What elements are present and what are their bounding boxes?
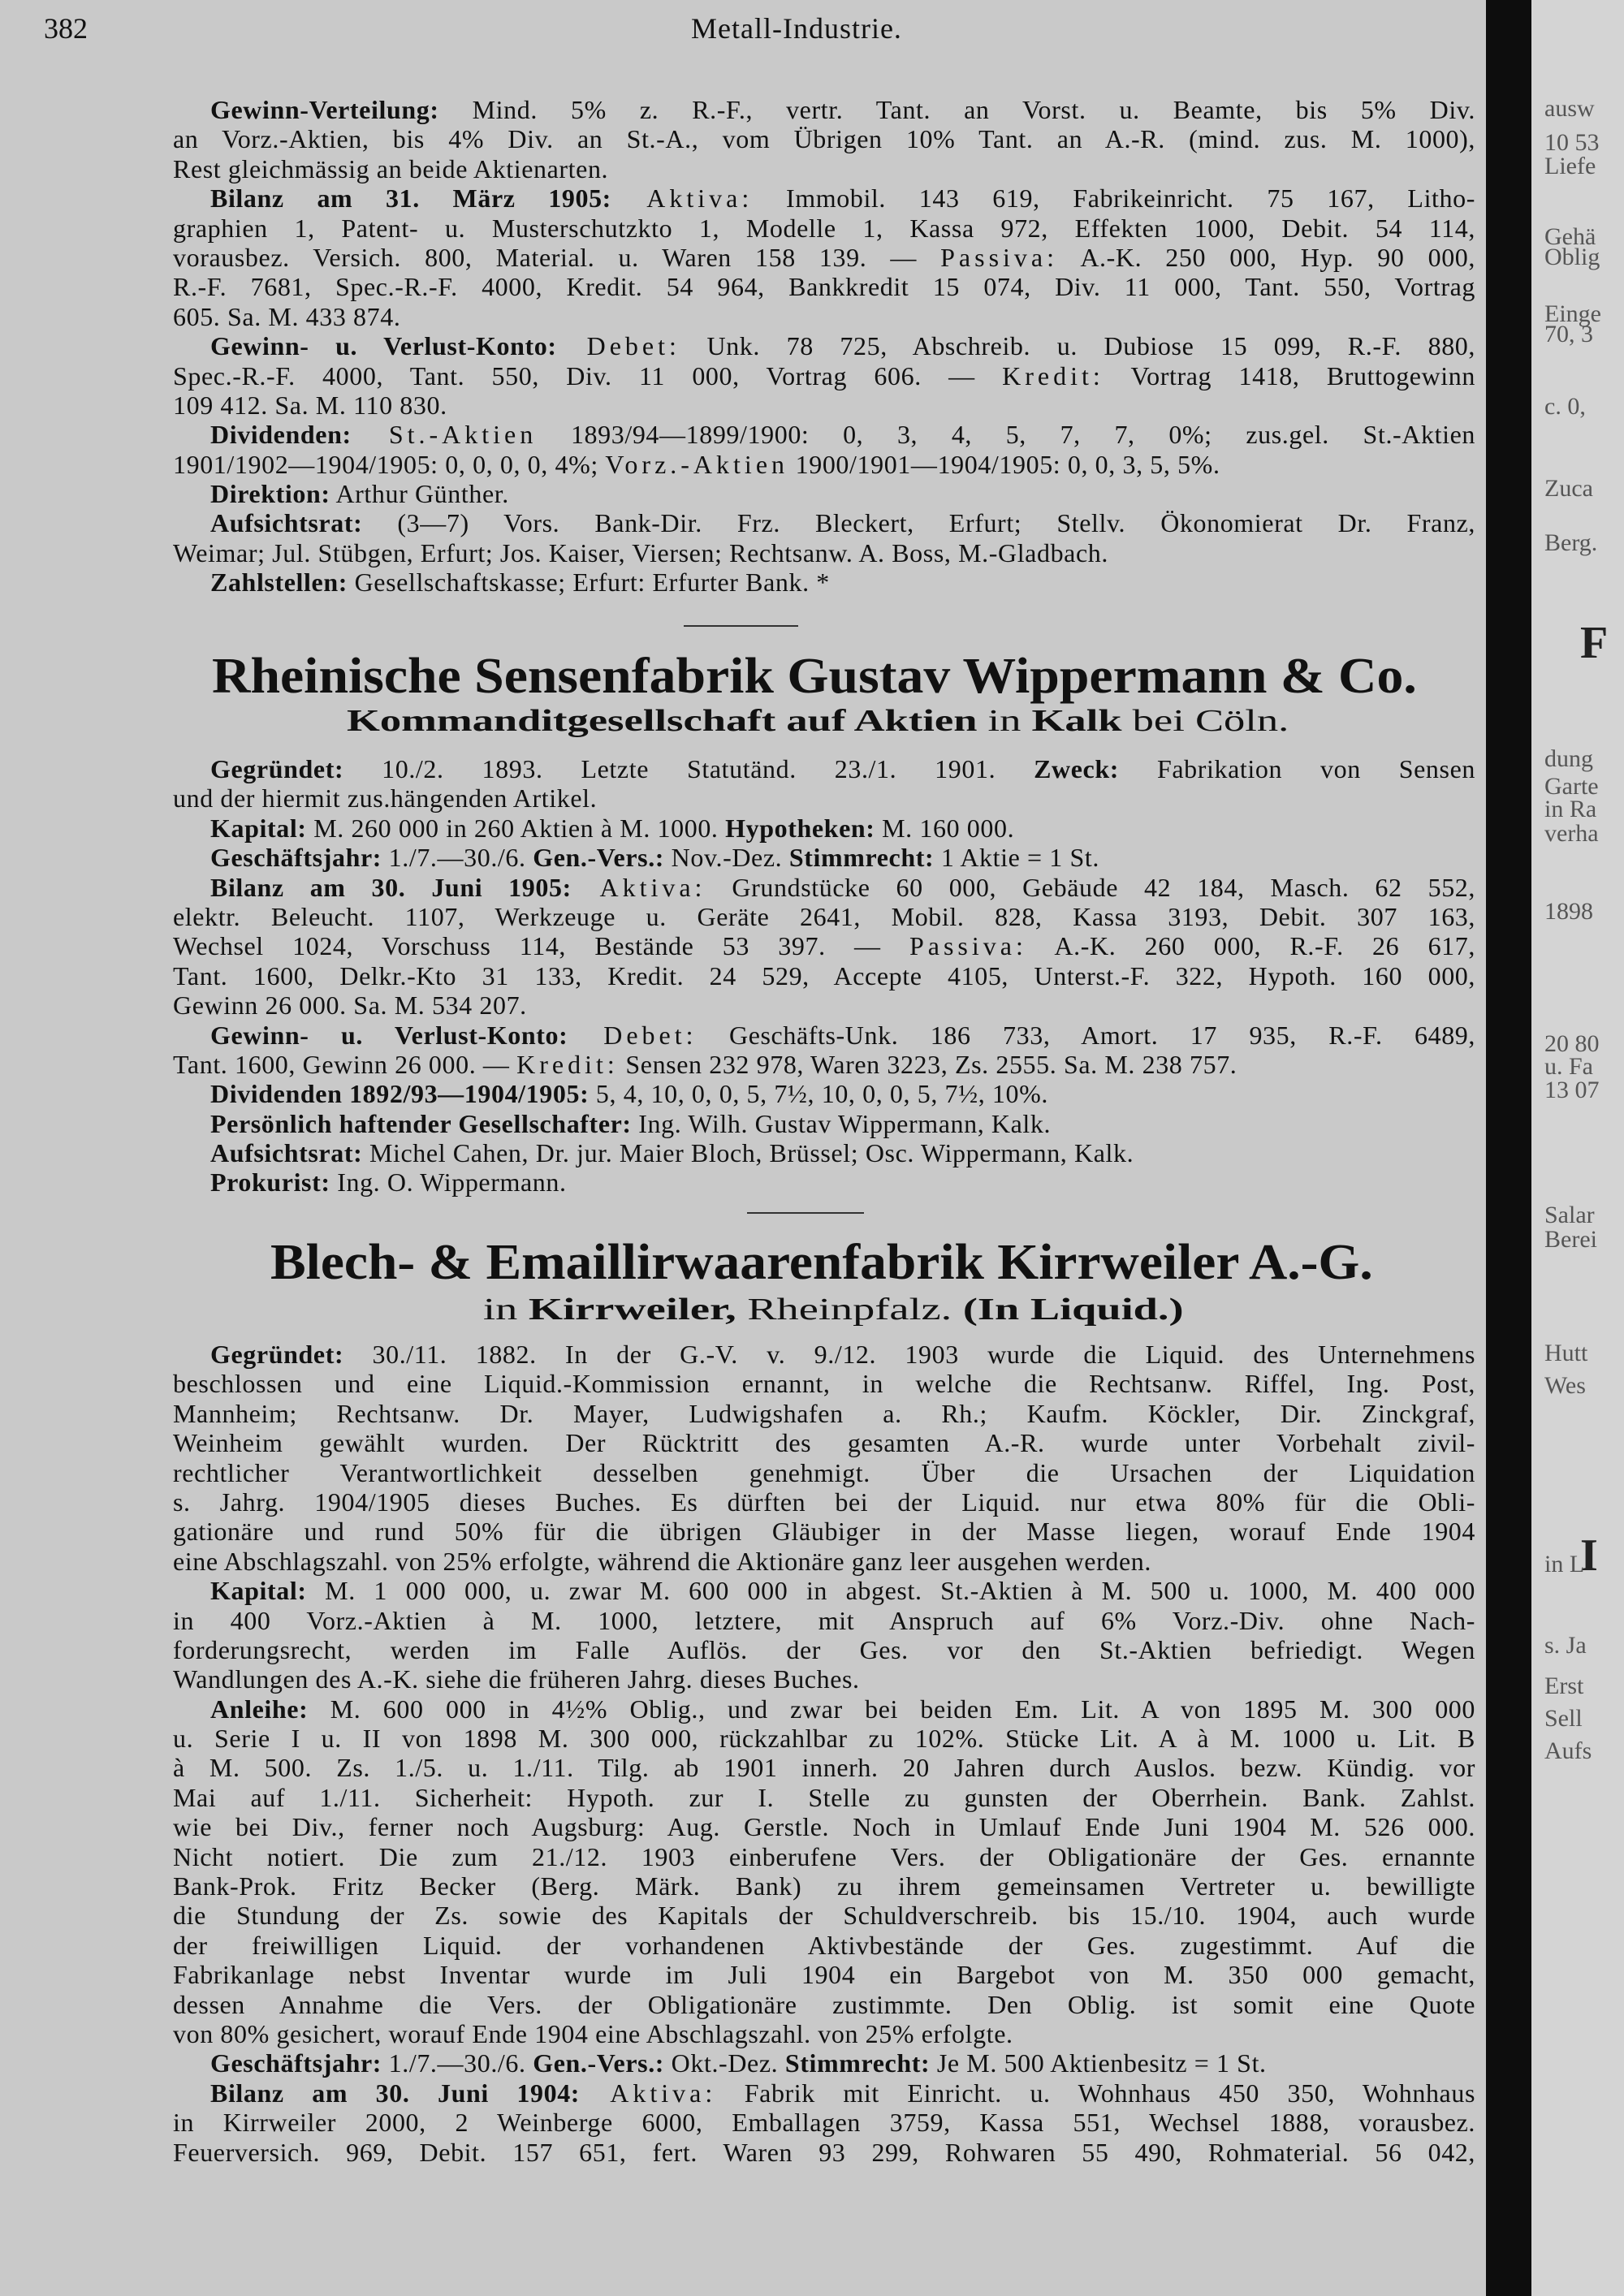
text-line [173, 1167, 1475, 1197]
text-run: Nicht notiert. Die zum 21./12. 1903 einberufene Vers. der Obligationäre der Ges. ernannte [173, 1841, 1475, 1871]
text-line [173, 420, 1475, 449]
bold-label: Stimmrecht: [784, 2048, 931, 2078]
paragraph [173, 331, 1475, 420]
bold-label: Direktion: [210, 479, 330, 509]
spaced-label: Passiva: [940, 242, 1058, 272]
text-line [173, 754, 1475, 783]
paragraph [173, 2048, 1475, 2078]
adjacent-page-text-fragment: verha [1544, 820, 1599, 847]
text-run: 30./11. 1882. In der G.-V. v. 9./12. 1903 wurde die Liquid. des Unternehmens [343, 1340, 1475, 1369]
text-run: 1893/94—1899/1900: 0, 3, 4, 5, 7, 7, 0%; zus.gel. St.-Aktien [537, 420, 1475, 450]
section-divider [684, 625, 798, 627]
text-line [173, 1138, 1475, 1167]
bold-label: Bilanz am 30. Juni 1905: [210, 872, 572, 902]
text-line [173, 783, 1475, 813]
text-run: M. 260 000 in 260 Aktien à M. 1000. [306, 813, 726, 843]
text-line [173, 1576, 1475, 1605]
bold-label: Geschäftsjahr: [210, 843, 382, 873]
bold-label: Aufsichtsrat: [210, 1138, 363, 1168]
text-run: Mai auf 1./11. Sicherheit: Hypoth. zur I. Stelle zu gunsten der Oberrhein. Bank. Zahlst. [173, 1782, 1475, 1812]
adjacent-page-text-fragment: Salar [1544, 1202, 1595, 1228]
spaced-label: Passiva: [909, 931, 1027, 961]
text-line [173, 479, 1475, 508]
adjacent-page-text-fragment: 13 07 [1544, 1077, 1600, 1103]
text-line [173, 931, 1475, 960]
text-line [173, 1724, 1475, 1753]
text-run: à M. 500. Zs. 1./5. u. 1./11. Tilg. ab 1901 innerh. 20 Jahren durch Auslos. bezw. Kündig. vor [173, 1753, 1475, 1783]
text-run: Mind. 5% z. R.-F., vertr. Tant. an Vorst. u. Beamte, bis 5% Div. [438, 95, 1475, 124]
text-run: Gewinn 26 000. Sa. M. 534 207. [173, 990, 527, 1021]
text-line [173, 154, 1475, 183]
text-run: Je M. 500 Aktienbesitz = 1 St. [930, 2048, 1267, 2078]
paragraph [173, 479, 1475, 508]
adjacent-page-text-fragment: 70, 3 [1544, 321, 1593, 347]
adjacent-page-edge [1531, 0, 1624, 2296]
company-subtitle [483, 1292, 1184, 1327]
text-run: Rest gleichmässig an beide Aktienarten. [173, 153, 609, 183]
bold-label: Kapital: [210, 813, 307, 843]
text-run: A.-K. 250 000, Hyp. 90 000, [1058, 242, 1475, 272]
bold-label: Prokurist: [210, 1167, 330, 1198]
bold-label: Geschäftsjahr: [210, 2048, 382, 2078]
text-run: in Kirrweiler 2000, 2 Weinberge 6000, Emballagen 3759, Kassa 551, Wechsel 1888, vorausbez. [173, 2108, 1475, 2138]
text-line [173, 95, 1475, 124]
text-run: bei Cöln. [1121, 704, 1289, 738]
text-line [173, 2048, 1475, 2078]
text-line [173, 272, 1475, 301]
paragraph [173, 1079, 1475, 1108]
text-line [173, 568, 1475, 597]
text-run: Grundstücke 60 000, Gebäude 42 184, Masch. 62 552, [706, 872, 1475, 902]
spaced-label: Kredit: [516, 1049, 619, 1079]
text-line [173, 873, 1475, 902]
text-line [173, 1931, 1475, 1960]
text-run: s. Jahrg. 1904/1905 dieses Buches. Es dürften bei der Liquid. nur etwa 80% für die Obli- [173, 1487, 1475, 1517]
paragraph [173, 95, 1475, 183]
spaced-label: Kredit: [1002, 360, 1104, 391]
text-run: beschlossen und eine Liquid.-Kommission ernannt, in welche die Rechtsanw. Riffel, Ing. Post, [173, 1369, 1475, 1399]
text-line [173, 1871, 1475, 1901]
text-line [173, 1340, 1475, 1369]
bold-label: Bilanz am 31. März 1905: [210, 183, 611, 214]
paragraph [173, 1109, 1475, 1138]
adjacent-page-text-fragment: Einge [1544, 300, 1601, 327]
text-run: graphien 1, Patent- u. Musterschutzkto 1, Modelle 1, Kassa 972, Effekten 1000, Debit. 54 114, [173, 213, 1475, 243]
section-body [173, 754, 1475, 1198]
text-line [173, 961, 1475, 990]
text-run: 1./7.—30./6. [382, 2048, 533, 2078]
text-line [173, 1635, 1475, 1664]
bold-label: Stimmrecht: [788, 843, 935, 873]
text-run: Michel Cahen, Dr. jur. Maier Bloch, Brüssel; Osc. Wippermann, Kalk. [362, 1138, 1134, 1168]
text-line [173, 1109, 1475, 1138]
adjacent-page-text-fragment: I [1580, 1530, 1598, 1581]
company-title: Rheinische Sensenfabrik Gustav Wippermann & Co. [212, 649, 1417, 704]
adjacent-page-text-fragment: c. 0, [1544, 393, 1586, 420]
text-run: Okt.-Dez. [664, 2048, 785, 2078]
adjacent-page-text-fragment: dung [1544, 745, 1593, 772]
text-run: dessen Annahme die Vers. der Obligationäre zustimmte. Den Oblig. ist somit eine Quote [173, 1989, 1475, 2019]
text-line [173, 1812, 1475, 1841]
adjacent-page-text-fragment: Berg. [1544, 529, 1598, 556]
text-line [173, 2019, 1475, 2048]
text-line [173, 1487, 1475, 1517]
paragraph [173, 2078, 1475, 2167]
bold-label: Zweck: [1034, 754, 1120, 783]
paragraph [173, 508, 1475, 568]
paragraph [173, 1694, 1475, 2049]
bold-label: Persönlich haftender Gesellschafter: [210, 1108, 632, 1138]
text-run: 1901/1902—1904/1905: 0, 0, 0, 0, 4%; [173, 449, 606, 479]
text-run: 1./7.—30./6. [382, 843, 533, 873]
section-divider [747, 1212, 864, 1214]
text-run: Unk. 78 725, Abschreib. u. Dubiose 15 099, R.-F. 880, [680, 331, 1475, 361]
text-line [173, 1369, 1475, 1398]
text-line [173, 1990, 1475, 2019]
text-run: 109 412. Sa. M. 110 830. [173, 390, 447, 420]
adjacent-page-text-fragment: 20 80 [1544, 1030, 1600, 1057]
text-line [173, 1458, 1475, 1487]
company-title: Blech- & Emaillirwaarenfabrik Kirrweiler A.-G. [270, 1235, 1373, 1290]
text-run: Vortrag 1418, Bruttogewinn [1104, 360, 1475, 391]
text-line [173, 391, 1475, 420]
adjacent-page-text-fragment: u. Fa [1544, 1053, 1593, 1080]
text-run: Wechsel 1024, Vorschuss 114, Bestände 53 397. — [173, 931, 909, 961]
text-line [173, 814, 1475, 843]
text-run: elektr. Beleucht. 1107, Werkzeuge u. Geräte 2641, Mobil. 828, Kassa 3193, Debit. 307 163, [173, 901, 1475, 931]
text-line [173, 1606, 1475, 1635]
text-line [173, 243, 1475, 272]
bold-label: Kalk [1031, 704, 1122, 738]
text-run: R.-F. 7681, Spec.-R.-F. 4000, Kredit. 54 964, Bankkredit 15 074, Div. 11 000, Tant. 550, Vortrag [173, 272, 1475, 302]
text-run: 1 Aktie = 1 St. [934, 843, 1099, 873]
text-run: vorausbez. Versich. 800, Material. u. Waren 158 139. — [173, 242, 941, 272]
bold-label: Gegründet: [210, 1340, 344, 1369]
paragraph [173, 568, 1475, 597]
bold-label: Kommanditgesellschaft auf Aktien [347, 704, 978, 738]
text-run: an Vorz.-Aktien, bis 4% Div. an St.-A., vom Übrigen 10% Tant. an A.-R. (mind. zus. M. 1000), [173, 124, 1475, 154]
bold-label: Hypotheken: [725, 813, 875, 843]
bold-label: Bilanz am 30. Juni 1904: [210, 2078, 581, 2108]
text-line [173, 1664, 1475, 1694]
text-line [173, 1021, 1475, 1050]
bold-label: Gewinn- u. Verlust-Konto: [210, 331, 557, 361]
text-line [173, 1517, 1475, 1546]
text-line [173, 214, 1475, 243]
text-run: Weinheim gewählt wurden. Der Rücktritt des gesamten A.-R. wurde unter Vorbehalt zivil- [173, 1428, 1475, 1458]
paragraph [173, 183, 1475, 331]
text-line [173, 2138, 1475, 2167]
text-run: Feuerversich. 969, Debit. 157 651, fert. Waren 93 299, Rohwaren 55 490, Rohmaterial. 56 042, [173, 2137, 1475, 2167]
text-line [173, 2078, 1475, 2108]
running-title: Metall-Industrie. [691, 12, 902, 45]
section-body [173, 1340, 1475, 2167]
text-run: Nov.-Dez. [664, 843, 789, 873]
bold-label: Dividenden: [210, 420, 352, 450]
adjacent-page-text-fragment: Wes [1544, 1372, 1586, 1399]
spaced-label: Aktiva: [571, 872, 706, 902]
text-line [173, 538, 1475, 568]
text-line [173, 183, 1475, 213]
adjacent-page-text-fragment: Zuca [1544, 475, 1593, 502]
text-run: Gesellschaftskasse; Erfurt: Erfurter Bank. * [347, 568, 830, 598]
paragraph [173, 1576, 1475, 1694]
text-line [173, 1428, 1475, 1457]
bold-label: Gen.-Vers.: [533, 2048, 665, 2078]
paragraph [173, 873, 1475, 1021]
adjacent-page-text-fragment: 1898 [1544, 898, 1593, 925]
adjacent-page-text-fragment: 10 53 [1544, 129, 1600, 156]
section-body [173, 95, 1475, 598]
text-line [173, 331, 1475, 360]
spaced-label: Aktiva: [611, 183, 754, 214]
adjacent-page-text-fragment: s. Ja [1544, 1632, 1587, 1659]
adjacent-page-text-fragment: Liefe [1544, 153, 1596, 179]
text-line [173, 361, 1475, 391]
text-run: A.-K. 260 000, R.-F. 26 617, [1026, 931, 1475, 961]
text-line [173, 124, 1475, 153]
text-run: in 400 Vorz.-Aktien à M. 1000, letztere, mit Anspruch auf 6% Vorz.-Div. ohne Nach- [173, 1605, 1475, 1635]
text-run: Ing. O. Wippermann. [330, 1167, 567, 1198]
spaced-label: Vorz.-Aktien [605, 449, 789, 479]
paragraph [173, 843, 1475, 872]
text-run: von 80% gesichert, worauf Ende 1904 eine Abschlagszahl. von 25% erfolgte. [173, 2018, 1013, 2048]
text-run: Sensen 232 978, Waren 3223, Zs. 2555. Sa. M. 238 757. [618, 1049, 1237, 1079]
text-line [173, 902, 1475, 931]
text-run: Wandlungen des A.-K. siehe die früheren Jahrg. dieses Buches. [173, 1664, 860, 1694]
adjacent-page-text-fragment: Garte [1544, 773, 1599, 800]
text-run: Spec.-R.-F. 4000, Tant. 550, Div. 11 000, Vortrag 606. — [173, 360, 1003, 391]
text-run: Mannheim; Rechtsanw. Dr. Mayer, Ludwigshafen a. Rh.; Kaufm. Köckler, Dir. Zinckgraf, [173, 1398, 1475, 1428]
bold-label: (In Liquid.) [962, 1293, 1184, 1327]
text-run: Ing. Wilh. Gustav Wippermann, Kalk. [631, 1108, 1052, 1138]
text-run: Tant. 1600, Gewinn 26 000. — [173, 1049, 517, 1079]
text-line [173, 843, 1475, 872]
spaced-label: Debet: [556, 331, 680, 361]
text-run: forderungsrecht, werden im Falle Auflös. der Ges. vor den St.-Aktien befriedigt. Wegen [173, 1634, 1475, 1664]
book-binding-shadow [1486, 0, 1531, 2296]
spaced-label: Aktiva: [580, 2078, 717, 2108]
text-run: in [483, 1293, 529, 1327]
text-line [173, 1842, 1475, 1871]
page-number: 382 [44, 12, 88, 45]
text-run: Fabrikation von Sensen [1119, 754, 1475, 783]
adjacent-page-text-fragment: F [1580, 618, 1609, 668]
text-line [173, 2108, 1475, 2137]
text-run: Tant. 1600, Delkr.-Kto 31 133, Kredit. 24 529, Accepte 4105, Unterst.-F. 322, Hypoth. 160 000, [173, 960, 1475, 990]
adjacent-page-text-fragment: Sell [1544, 1705, 1583, 1732]
text-line [173, 1694, 1475, 1724]
adjacent-page-text-fragment: Erst [1544, 1672, 1584, 1699]
text-line [173, 508, 1475, 537]
text-line [173, 1547, 1475, 1576]
paragraph [173, 814, 1475, 843]
paragraph [173, 1167, 1475, 1197]
text-run: M. 1 000 000, u. zwar M. 600 000 in abgest. St.-Aktien à M. 500 u. 1000, M. 400 000 [306, 1576, 1475, 1606]
text-run: Arthur Günther. [330, 479, 509, 509]
text-run: (3—7) Vors. Bank-Dir. Frz. Bleckert, Erfurt; Stellv. Ökonomierat Dr. Franz, [362, 508, 1475, 538]
text-run: M. 600 000 in 4½% Oblig., und zwar bei beiden Em. Lit. A von 1895 M. 300 000 [308, 1694, 1475, 1724]
paragraph [173, 754, 1475, 814]
paragraph [173, 1340, 1475, 1576]
company-subtitle [347, 703, 1289, 739]
bold-label: Gen.-Vers.: [533, 843, 665, 873]
text-line [173, 450, 1475, 479]
bold-label: Gewinn- u. Verlust-Konto: [210, 1020, 568, 1050]
text-run: und der hiermit zus.hängenden Artikel. [173, 783, 598, 814]
bold-label: Kirrweiler, [528, 1293, 736, 1327]
text-run: die Stundung der Zs. sowie des Kapitals der Schuldverschreib. bis 15./10. 1904, auch wurde [173, 1901, 1475, 1931]
text-line [173, 302, 1475, 331]
text-line [173, 1960, 1475, 1989]
adjacent-page-text-fragment: Berei [1544, 1226, 1597, 1253]
paragraph [173, 1138, 1475, 1167]
adjacent-page-text-fragment: Oblig [1544, 244, 1600, 270]
text-run: wie bei Div., ferner noch Augsburg: Aug. Gerstle. Noch in Umlauf Ende Juni 1904 M. 526 000. [173, 1812, 1475, 1842]
text-run: M. 160 000. [875, 813, 1015, 843]
paragraph [173, 1021, 1475, 1080]
adjacent-page-text-fragment: in Ra [1544, 796, 1597, 822]
text-line [173, 990, 1475, 1020]
text-run: Fabrik mit Einricht. u. Wohnhaus 450 350, Wohnhaus [716, 2078, 1475, 2108]
adjacent-page-text-fragment: Gehä [1544, 223, 1596, 250]
adjacent-page-text-fragment: Aufs [1544, 1737, 1592, 1764]
text-run: 10./2. 1893. Letzte Statutänd. 23./1. 1901. [343, 754, 1034, 783]
adjacent-page-text-fragment: in L [1544, 1551, 1585, 1577]
bold-label: Dividenden 1892/93—1904/1905: [210, 1079, 590, 1109]
text-line [173, 1079, 1475, 1108]
adjacent-page-text-fragment: ausw [1544, 95, 1595, 122]
text-line [173, 1399, 1475, 1428]
bold-label: Gegründet: [210, 754, 344, 783]
text-line [173, 1050, 1475, 1079]
spaced-label: Debet: [568, 1020, 698, 1050]
text-run: Rheinpfalz. [736, 1293, 963, 1327]
text-run: der freiwilligen Liquid. der vorhandenen Aktivbestände der Ges. zugestimmt. Auf die [173, 1930, 1475, 1960]
bold-label: Gewinn-Verteilung: [210, 95, 439, 124]
text-run: 1900/1901—1904/1905: 0, 0, 3, 5, 5%. [788, 449, 1220, 479]
text-line [173, 1753, 1475, 1782]
text-run: gationäre und rund 50% für die übrigen Gläubiger in der Masse liegen, worauf Ende 1904 [173, 1517, 1475, 1547]
bold-label: Zahlstellen: [210, 568, 348, 598]
text-run: Bank-Prok. Fritz Becker (Berg. Märk. Bank) zu ihrem gemeinsamen Vertreter u. bewilligte [173, 1871, 1475, 1901]
text-run: Weimar; Jul. Stübgen, Erfurt; Jos. Kaiser, Viersen; Rechtsanw. A. Boss, M.-Gladbach. [173, 537, 1108, 568]
text-line [173, 1901, 1475, 1930]
text-run: rechtlicher Verantwortlichkeit desselben genehmigt. Über die Ursachen der Liquidation [173, 1457, 1475, 1487]
text-run: 605. Sa. M. 433 874. [173, 301, 401, 331]
spaced-label: St.-Aktien [351, 420, 538, 450]
bold-label: Anleihe: [210, 1694, 309, 1724]
text-line [173, 1783, 1475, 1812]
text-run: 5, 4, 10, 0, 0, 5, 7½, 10, 0, 0, 5, 7½, 10%. [589, 1079, 1048, 1109]
bold-label: Kapital: [210, 1576, 307, 1606]
bold-label: Aufsichtsrat: [210, 508, 363, 538]
text-run: eine Abschlagszahl. von 25% erfolgte, während die Aktionäre ganz leer ausgehen werden. [173, 1546, 1151, 1576]
text-run: in [977, 704, 1032, 738]
text-run: Immobil. 143 619, Fabrikeinricht. 75 167, Litho- [753, 183, 1475, 214]
text-run: Geschäfts-Unk. 186 733, Amort. 17 935, R.-F. 6489, [697, 1020, 1475, 1050]
text-run: Fabrikanlage nebst Inventar wurde im Juli 1904 ein Bargebot von M. 350 000 gemacht, [173, 1960, 1475, 1990]
adjacent-page-text-fragment: Hutt [1544, 1340, 1588, 1366]
paragraph [173, 420, 1475, 479]
text-run: u. Serie I u. II von 1898 M. 300 000, rückzahlbar zu 102%. Stücke Lit. A à M. 1000 u. Lit. B [173, 1724, 1475, 1754]
